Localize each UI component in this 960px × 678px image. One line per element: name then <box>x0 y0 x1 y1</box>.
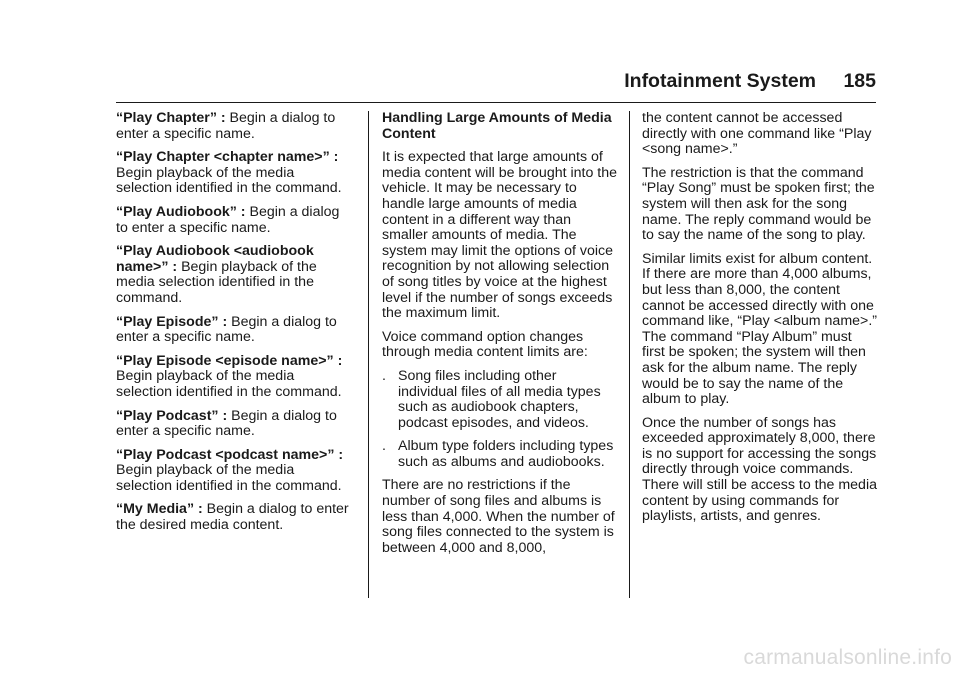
command-term: “Play Podcast <podcast name>” : <box>116 446 344 463</box>
command-entry <box>116 244 352 306</box>
paragraph: There are no restrictions if the number of song files and albums is less than 4,000. When the number of song files connected to the system is between 4,000 and 8,000, <box>382 477 615 556</box>
command-description: Begin a dialog to enter the desired media content. <box>116 501 349 534</box>
command-term: “Play Episode” : <box>116 313 228 330</box>
page-header <box>116 70 876 103</box>
column-media-limits <box>382 111 618 564</box>
section-title: Infotainment System <box>624 70 817 92</box>
column-restrictions <box>642 111 878 533</box>
command-description: Begin a dialog to enter a specific name. <box>116 407 337 440</box>
command-term: “Play Audiobook <audiobook name>” : <box>116 243 314 275</box>
bullet-marker: . <box>382 367 386 384</box>
command-term: “Play Chapter <chapter name>” : <box>116 149 339 166</box>
command-entry <box>116 111 352 142</box>
paragraph: Similar limits exist for album content. If there are more than 4,000 albums, but less than 8,000, the content cannot be accessed directly with one command like, “Play <album name>.” The command “Play Album” must first be spoken; the system will then ask for the album name. The reply would be to say the name of the album to play. <box>642 250 877 408</box>
command-description: Begin playback of the media selection identified in the command. <box>116 462 342 494</box>
paragraph: The restriction is that the command “Play Song” must be spoken first; the system will then ask for the song name. The reply command would be to say the name of the song to play. <box>642 164 875 244</box>
command-description: Begin a dialog to enter a specific name. <box>116 203 340 236</box>
command-description: Begin playback of the media selection identified in the command. <box>116 164 342 197</box>
command-entry <box>116 409 352 440</box>
command-description: Begin playback of the media selection identified in the command. <box>116 368 342 400</box>
paragraph: the content cannot be accessed directly with one command like “Play <song name>.” <box>642 110 872 158</box>
command-term: “Play Podcast” : <box>116 407 228 424</box>
command-entry <box>116 502 352 533</box>
list-item <box>382 439 618 470</box>
command-entry <box>116 150 352 197</box>
content-columns <box>116 111 876 581</box>
command-description: Begin a dialog to enter a specific name. <box>116 110 336 142</box>
column-divider <box>368 111 369 598</box>
command-entry <box>116 205 352 236</box>
command-description: Begin playback of the media selection identified in the command. <box>116 258 317 306</box>
list-item <box>382 369 618 431</box>
paragraph: Voice command option changes through media content limits are: <box>382 328 588 361</box>
section-heading: Handling Large Amounts of Media Content <box>382 110 612 142</box>
bullet-marker: . <box>382 438 386 455</box>
command-entry <box>116 354 352 401</box>
list-item-text: Song files including other individual files of all media types such as audiobook chapters, podcast episodes, and videos. <box>398 367 601 431</box>
page-number: 185 <box>843 70 876 92</box>
command-entry <box>116 315 352 346</box>
paragraph: It is expected that large amounts of media content will be brought into the vehicle. It may be necessary to handle large amounts of media content in a different way than smaller amounts of media. The system may limit the options of voice recognition by not allowing selection of song titles by voice at the highest level if the number of songs exceeds the maximum limit. <box>382 149 618 322</box>
command-term: “Play Chapter” : <box>116 110 226 126</box>
command-term: “My Media” : <box>116 501 203 518</box>
command-entry <box>116 448 352 495</box>
column-voice-commands <box>116 111 352 542</box>
watermark: carmanualsonline.info <box>743 646 952 669</box>
column-divider <box>629 111 630 598</box>
command-term: “Play Audiobook” : <box>116 203 246 220</box>
command-term: “Play Episode <episode name>” : <box>116 352 343 369</box>
list-item-text: Album type folders including types such as albums and audiobooks. <box>398 438 614 470</box>
command-description: Begin a dialog to enter a specific name. <box>116 313 337 346</box>
paragraph: Once the number of songs has exceeded approximately 8,000, there is no support for accessing the songs directly through voice commands. There will still be access to the media content by using commands for playlists, artists, and genres. <box>642 414 877 525</box>
